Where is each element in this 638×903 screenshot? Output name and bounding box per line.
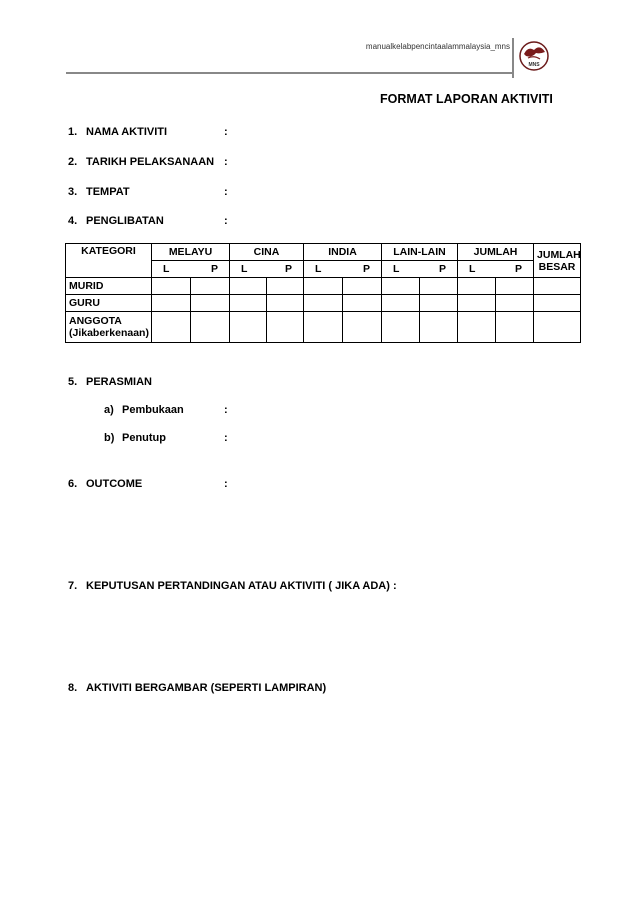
field-nama-aktiviti: 1. NAMA AKTIVITI [68, 126, 168, 138]
field-tarikh-pelaksanaan: 2. TARIKH PELAKSANAAN [68, 156, 215, 168]
header-jumlah-besar: JUMLAH BESAR [534, 244, 581, 278]
table-header-row [66, 244, 581, 261]
table-row [66, 295, 581, 312]
colon: : [224, 126, 228, 138]
sub-l: L [163, 263, 170, 275]
sub-l: L [241, 263, 248, 275]
header-rule [66, 72, 512, 74]
colon: : [224, 404, 228, 416]
table-row [66, 278, 581, 295]
colon: : [224, 432, 228, 444]
colon: : [224, 478, 228, 490]
section-keputusan: 7. KEPUTUSAN PERTANDINGAN ATAU AKTIVITI ( JIKA ADA) : [68, 580, 397, 592]
header-melayu: MELAYU [152, 244, 230, 261]
section-perasmian: 5. PERASMIAN [68, 376, 153, 388]
sub-p: P [285, 263, 293, 275]
participation-table [65, 243, 581, 343]
header-jumlah: JUMLAH [458, 244, 534, 261]
header-divider [512, 38, 514, 78]
sub-p: P [515, 263, 523, 275]
header-india: INDIA [304, 244, 382, 261]
section-aktiviti-bergambar: 8. AKTIVITI BERGAMBAR (SEPERTI LAMPIRAN) [68, 682, 327, 694]
header-kategori: KATEGORI [66, 244, 152, 278]
logo-text: MNS [528, 62, 540, 68]
header-cina: CINA [230, 244, 304, 261]
row-label-anggota: ANGGOTA (Jikaberkenaan) [66, 312, 152, 343]
colon: : [224, 186, 228, 198]
row-label-murid: MURID [66, 278, 152, 295]
header-source-text: manualkelabpencintaalammalaysia_mns [365, 42, 510, 51]
field-tempat: 3. TEMPAT [68, 186, 130, 198]
header-lain-lain: LAIN-LAIN [382, 244, 458, 261]
sub-l: L [393, 263, 400, 275]
table-row [66, 312, 581, 343]
section-outcome: 6. OUTCOME [68, 478, 143, 490]
sub-p: P [363, 263, 371, 275]
mns-logo-icon [518, 40, 550, 72]
page-title: FORMAT LAPORAN AKTIVITI [380, 92, 553, 106]
colon: : [224, 215, 228, 227]
item-penutup: b) Penutup [104, 432, 166, 444]
sub-p: P [439, 263, 447, 275]
colon: : [224, 156, 228, 168]
sub-p: P [210, 263, 218, 275]
sub-l: L [469, 263, 476, 275]
row-label-guru: GURU [66, 295, 152, 312]
item-pembukaan: a) Pembukaan [104, 404, 184, 416]
sub-l: L [315, 263, 322, 275]
field-penglibatan: 4. PENGLIBATAN [68, 215, 164, 227]
